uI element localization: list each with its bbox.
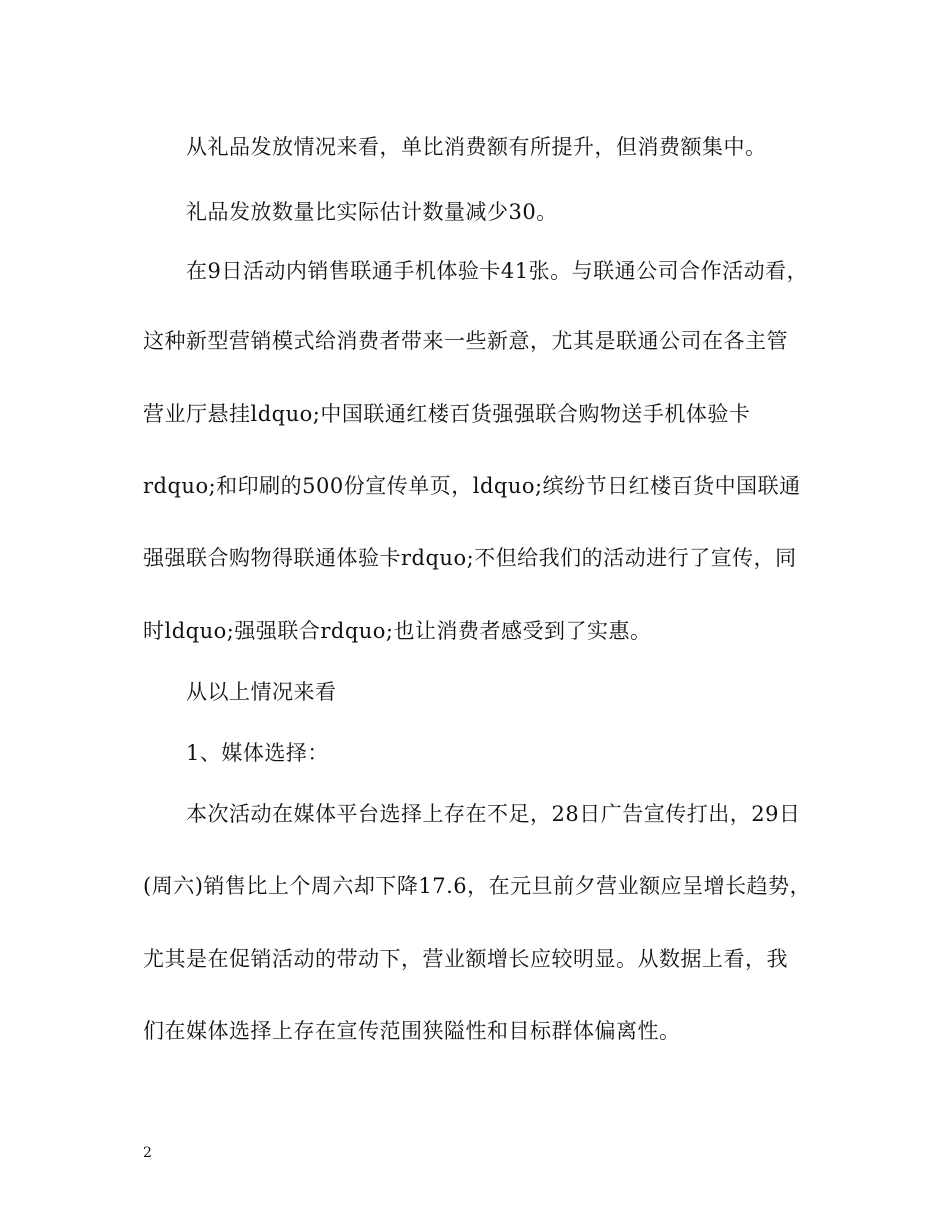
paragraph-line: 从礼品发放情况来看，单比消费额有所提升，但消费额集中。	[186, 135, 767, 159]
paragraph-line: 营业厅悬挂ldquo;中国联通红楼百货强强联合购物送手机体验卡	[143, 402, 751, 426]
paragraph-line: 时ldquo;强强联合rdquo;也让消费者感受到了实惠。	[143, 619, 652, 643]
paragraph-line: 礼品发放数量比实际估计数量减少30。	[186, 200, 558, 224]
paragraph-line: 尤其是在促销活动的带动下，营业额增长应较明显。从数据上看，我	[143, 947, 788, 971]
paragraph-line: 在9日活动内销售联通手机体验卡41张。与联通公司合作活动看，	[186, 259, 809, 283]
paragraph-line: 强强联合购物得联通体验卡rdquo;不但给我们的活动进行了宣传，同	[143, 546, 797, 570]
page-number: 2	[143, 1145, 152, 1161]
paragraph-line: 本次活动在媒体平台选择上存在不足，28日广告宣传打出，29日	[186, 802, 801, 826]
paragraph-line: (周六)销售比上个周六却下降17.6，在元旦前夕营业额应呈增长趋势，	[143, 874, 812, 898]
paragraph-line: 从以上情况来看	[186, 680, 337, 704]
paragraph-line: 这种新型营销模式给消费者带来一些新意，尤其是联通公司在各主管	[143, 329, 788, 353]
section-heading: 1、媒体选择：	[186, 741, 329, 765]
paragraph-line: 们在媒体选择上存在宣传范围狭隘性和目标群体偏离性。	[143, 1019, 681, 1043]
paragraph-line: rdquo;和印刷的500份宣传单页，ldquo;缤纷节日红楼百货中国联通	[143, 474, 801, 498]
